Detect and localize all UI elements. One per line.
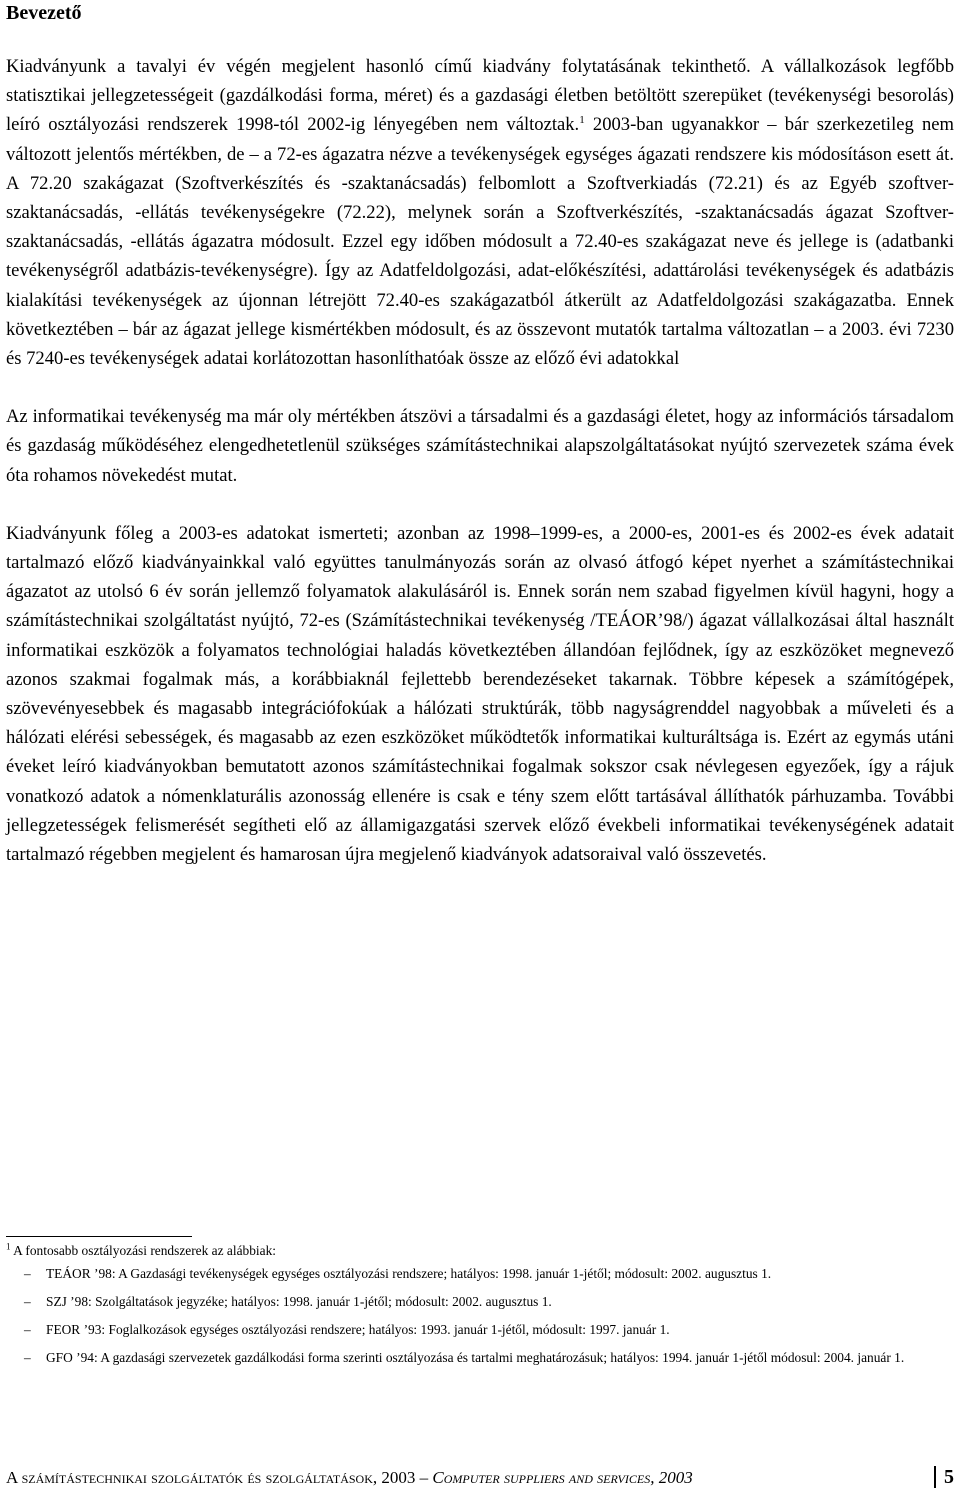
paragraph-1-text-b: 2003-ban ugyanakkor – bár szerkezetileg nem változott jelentős mértékben, de – a 72-es ágazatra nézve a tevékenységek egységes ágazati rendszere kis módosításon esett át. A 72.20 szakágazat (Szoftverkészítés és -szaktanácsadás) felbomlott a Szoftverkiadás (72.21) és az Egyéb szoftver-szaktanácsadás, -ellátás tevékenységekre (72.22), melynek során a Szoftverkészítés, -szaktanácsadás ágazat Szoftver-szaktanácsadás, -ellátás ágazatra módosult. Ezzel egy időben módosult a 72.40-es szakágazat neve és jellege is (adatbanki tevékenységről adatbázis-tevékenységre). Így az Adatfeldolgozási, adat-előkészítési, adattárolási tevékenységek és adatbázis kialakítási tevékenységek az újonnan létrejött 72.40-es szakágazatból átkerült az Adatfeldolgozási szakágazatba. Ennek következtében – bár az ágazat jellege kismértékben módosult, és az összevont mutatók tartalma változatlan – a 2003. évi 7230 és 7240-es tevékenységek adatai korlátozottan hasonlíthatóak össze az előző évi adatokkal xyxy=(6,114,954,370)
paragraph-1 xyxy=(6,52,954,373)
document-page xyxy=(6,0,954,1497)
footnote-item-gfo xyxy=(24,1347,954,1368)
footnote-intro xyxy=(6,1240,954,1261)
footnote-item-text: GFO ’94: A gazdasági szervezetek gazdálkodási forma szerinti osztályozása és tartalmi meghatározásuk; hatályos: 1994. január 1-jétől módosul: 2004. január 1. xyxy=(46,1350,905,1365)
dash-bullet: – xyxy=(24,1322,31,1337)
page-number: 5 xyxy=(934,1466,954,1488)
footnote-divider xyxy=(6,1236,192,1237)
dash-bullet: – xyxy=(24,1350,31,1365)
section-heading: Bevezető xyxy=(6,2,82,24)
footnote-item-szj xyxy=(24,1291,954,1312)
footer-title-hu: A számítástechnikai szolgáltatók és szolgáltatások, 2003 – xyxy=(6,1468,433,1487)
footnote-item-text: SZJ ’98: Szolgáltatások jegyzéke; hatályos: 1998. január 1-jétől; módosult: 2002. augusztus 1. xyxy=(46,1294,552,1309)
body-text xyxy=(6,52,954,869)
footnote-list xyxy=(6,1263,954,1368)
dash-bullet: – xyxy=(24,1294,31,1309)
paragraph-3: Kiadványunk főleg a 2003-es adatokat ismerteti; azonban az 1998–1999-es, a 2000-es, 2001-es és 2002-es évek adatait tartalmazó előző kiadványainkkal való együttes tanulmányozás során az olvasó átfogó képet nyerhet a számítástechnikai ágazatot az utolsó 6 év során jellemző folyamatok alakulásáról is. Ennek során nem szabad figyelmen kívül hagyni, hogy a számítástechnikai szolgáltatást nyújtó, 72-es (Számítástechnikai tevékenység /TEÁOR’98/) ágazat vállalkozásai által használt informatikai eszközök a folyamatos technológiai haladás következtében állandóan fejlődnek, így az eszközöket megnevező azonos szakmai fogalmak más, a korábbiaknál fejlettebb berendezéseket takarnak. Többre képesek a számítógépek, szövevényesebbek és magasabb integrációfokúak a hálózati struktúrák, több nagyságrenddel nagyobbak a műveleti és a hálózati elérési sebességek, és magasabb az ezen eszközöket működtetők informatikai kulturáltsága is. Ezért az egymás utáni éveket leíró kiadványokban bemutatott azonos számítástechnikai fogalmak sokszor csak névlegesen egyezőek, így a rájuk vonatkozó adatok a nómenklaturális azonosság ellenére is csak e tény szem előtt tartásával állíthatók párhuzamba. További jellegzetességek felismerését segítheti elő az államigazgatási szervek előző évekbeli informatikai tevékenységének adatait tartalmazó régebben megjelent és hamarosan újra megjelenő kiadványok adatsoraival való összevetés. xyxy=(6,522,954,866)
footnote-intro-text: A fontosabb osztályozási rendszerek az alábbiak: xyxy=(10,1243,276,1258)
footer-title-en: Computer suppliers and services, 2003 xyxy=(432,1468,693,1487)
paragraph-1-text-a: Kiadványunk a tavalyi év végén megjelent hasonló című kiadvány folytatásának tekinthető. A vállalkozások legfőbb statisztikai jellegzetességeit (gazdálkodási forma, méret) és a gazdasági életben betöltött szerepüket (tevékenységi besorolás) leíró osztályozási rendszerek 1998-tól 2002-ig lényegében nem változtak. xyxy=(6,56,954,136)
page-footer xyxy=(6,1466,954,1490)
footnote-item-teaor xyxy=(24,1263,954,1284)
paragraph-2: Az informatikai tevékenység ma már oly mértékben átszövi a társadalmi és a gazdasági életet, hogy az információs társadalom és gazdaság működéséhez elengedhetetlenül szükséges számítástechnikai alapszolgáltatásokat nyújtó szervezetek száma évek óta rohamos növekedést mutat. xyxy=(6,406,954,486)
footnote-item-text: FEOR ’93: Foglalkozások egységes osztályozási rendszere; hatályos: 1993. január 1-jétől, módosult: 1997. január 1. xyxy=(46,1322,670,1337)
footnotes xyxy=(6,1240,954,1375)
footnote-marker: 1 xyxy=(6,1241,11,1252)
footnote-ref[interactable]: 1 xyxy=(579,114,585,127)
dash-bullet: – xyxy=(24,1266,31,1281)
footnote-item-feor xyxy=(24,1319,954,1340)
footnote-item-text: TEÁOR ’98: A Gazdasági tevékenységek egységes osztályozási rendszere; hatályos: 1998. január 1-jétől; módosult: 2002. augusztus 1. xyxy=(46,1266,772,1281)
